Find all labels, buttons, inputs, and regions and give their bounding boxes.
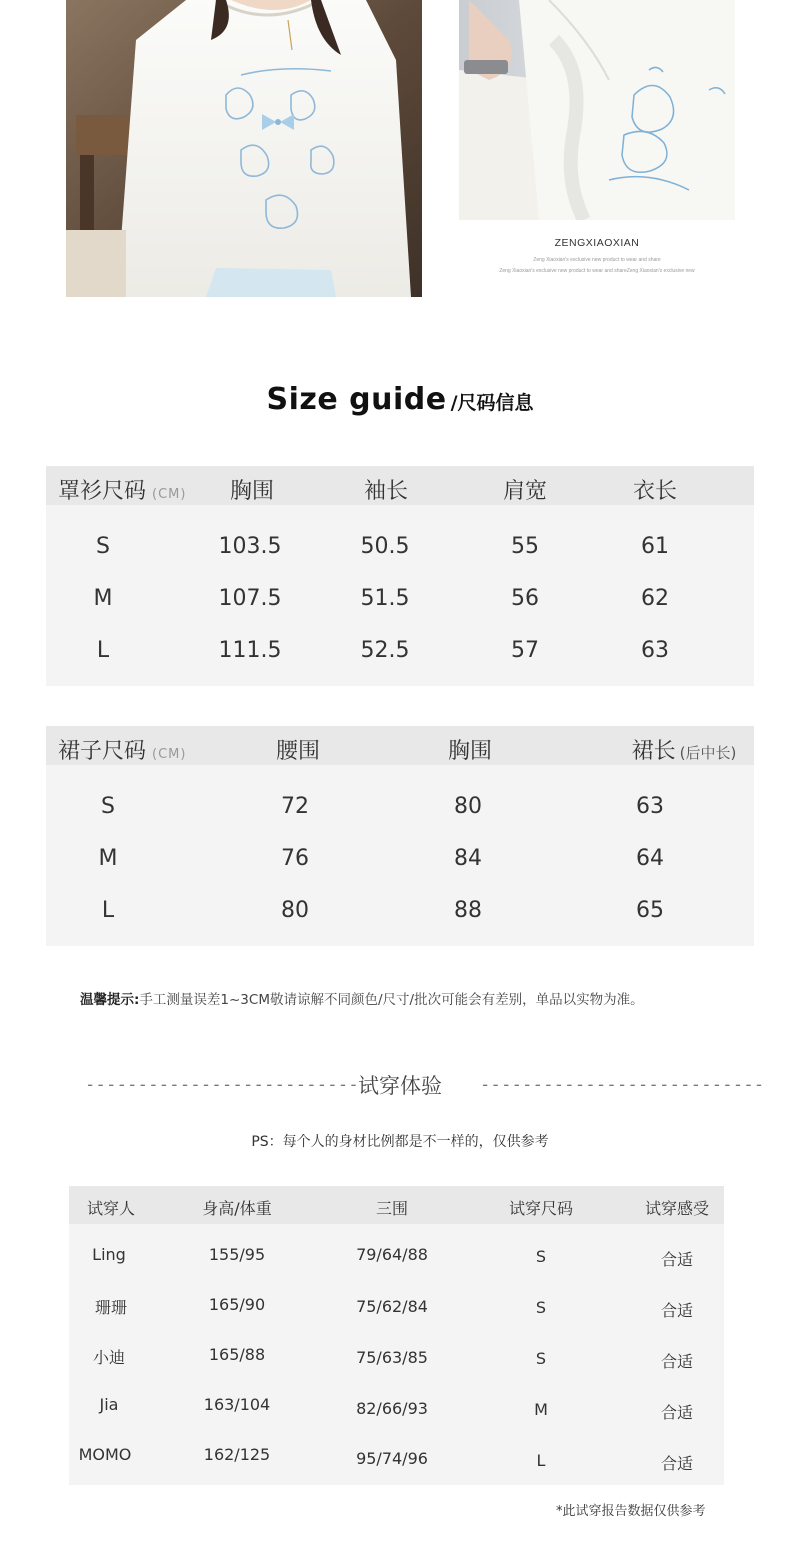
header-unit: (CM) xyxy=(152,747,187,762)
tryon-title: 试穿体验 xyxy=(358,1074,442,1098)
table-cell: 合适 xyxy=(660,1301,694,1320)
table-cell: 62 xyxy=(641,586,669,611)
header-measurements: 三围 xyxy=(375,1199,409,1218)
header-size-label: 裙子尺码 xyxy=(58,739,147,764)
table-cell: 95/74/96 xyxy=(356,1449,428,1468)
header-sleeve: 袖长 xyxy=(363,479,409,504)
table-cell: S xyxy=(535,1298,547,1317)
header-skirt-length xyxy=(632,734,737,765)
divider-dashes-right: --------------------------- xyxy=(480,1075,765,1095)
table-cell: 88 xyxy=(454,898,482,923)
header-height-weight: 身高/体重 xyxy=(202,1199,272,1218)
table-cell: Jia xyxy=(99,1395,119,1414)
table-cell: 64 xyxy=(636,846,664,871)
table-cell: S xyxy=(96,534,110,559)
table-cell: L xyxy=(96,638,110,663)
table-cell: 80 xyxy=(281,898,309,923)
table-cell: 165/88 xyxy=(208,1345,266,1364)
header-waist: 腰围 xyxy=(275,739,321,764)
table-cell: S xyxy=(101,794,115,819)
table-cell: S xyxy=(535,1349,547,1368)
size-guide-heading xyxy=(0,382,800,417)
brand-tagline: Zeng Xiaoxian's exclusive new product to wear and share xyxy=(533,257,661,263)
table-cell: 57 xyxy=(511,638,539,663)
header-size xyxy=(58,474,186,505)
table-cell: M xyxy=(534,1400,548,1419)
table-cell: 82/66/93 xyxy=(356,1399,428,1418)
table-cell: Ling xyxy=(92,1245,126,1264)
header-length: 衣长 xyxy=(632,479,678,504)
table-cell: 56 xyxy=(511,586,539,611)
table-cell: 小迪 xyxy=(92,1348,126,1367)
table-cell: 63 xyxy=(636,794,664,819)
table-cell: 79/64/88 xyxy=(356,1245,428,1264)
header-person: 试穿人 xyxy=(86,1199,136,1218)
table-cell: 107.5 xyxy=(218,586,282,611)
header-shoulder: 肩宽 xyxy=(502,479,548,504)
table-cell: 61 xyxy=(641,534,669,559)
table-cell: 163/104 xyxy=(203,1395,271,1414)
tryon-table xyxy=(69,1186,724,1485)
table-cell: 合适 xyxy=(660,1250,694,1269)
brand-tagline-repeat: Zeng Xiaoxian's exclusive new product to wear and shareZeng Xiaoxian's exclusive new xyxy=(499,268,695,274)
header-chest: 胸围 xyxy=(447,739,493,764)
table-cell: 103.5 xyxy=(218,534,282,559)
table-cell: 162/125 xyxy=(203,1445,271,1464)
header-size: 试穿尺码 xyxy=(508,1199,574,1218)
header-length-note: (后中长) xyxy=(679,744,737,762)
measurement-note xyxy=(80,988,644,1008)
size-guide-title-en: Size guide xyxy=(266,382,447,417)
note-text: 手工测量误差1~3CM敬请谅解不同颜色/尺寸/批次可能会有差别，单品以实物为准。 xyxy=(139,992,644,1008)
size-guide-title-cn: /尺码信息 xyxy=(450,392,534,414)
header-size xyxy=(58,734,186,765)
table-cell: 51.5 xyxy=(360,586,410,611)
table-cell: 50.5 xyxy=(360,534,410,559)
header-unit: (CM) xyxy=(152,487,187,502)
table-cell: 55 xyxy=(511,534,539,559)
table-cell: 80 xyxy=(454,794,482,819)
header-size-label: 罩衫尺码 xyxy=(58,479,147,504)
table-cell: 珊珊 xyxy=(94,1298,128,1317)
table-cell: 165/90 xyxy=(208,1295,266,1314)
table-cell: 合适 xyxy=(660,1454,694,1473)
tryon-ps-note: PS：每个人的身材比例都是不一样的，仅供参考 xyxy=(251,1134,549,1150)
table-cell: 75/62/84 xyxy=(356,1297,428,1316)
table-cell: S xyxy=(535,1247,547,1266)
header-length-label: 裙长 xyxy=(631,739,676,764)
note-label: 温馨提示: xyxy=(80,992,140,1008)
header-chest: 胸围 xyxy=(229,479,275,504)
table-cell: M xyxy=(93,586,113,611)
table-cell: 65 xyxy=(636,898,664,923)
table-cell: MOMO xyxy=(78,1445,132,1464)
table-cell: 84 xyxy=(454,846,482,871)
table-cell: 63 xyxy=(641,638,669,663)
table-cell: M xyxy=(98,846,118,871)
table-cell: 合适 xyxy=(660,1403,694,1422)
table-cell: L xyxy=(536,1451,546,1470)
table-cell: L xyxy=(101,898,115,923)
header-feel: 试穿感受 xyxy=(644,1199,710,1218)
brand-title: ZENGXIAOXIAN xyxy=(554,237,640,249)
table-cell: 52.5 xyxy=(360,638,410,663)
table-cell: 111.5 xyxy=(218,638,282,663)
divider-dashes-left: --------------------------- xyxy=(85,1075,370,1095)
blouse-size-table xyxy=(46,466,754,686)
model-photo-left xyxy=(66,0,422,297)
tryon-footnote: *此试穿报告数据仅供参考 xyxy=(556,1504,706,1519)
table-cell: 76 xyxy=(281,846,309,871)
table-cell: 155/95 xyxy=(208,1245,266,1264)
table-cell: 72 xyxy=(281,794,309,819)
model-photo-right xyxy=(459,0,735,220)
table-cell: 合适 xyxy=(660,1352,694,1371)
skirt-size-table xyxy=(46,726,754,946)
table-cell: 75/63/85 xyxy=(356,1348,428,1367)
